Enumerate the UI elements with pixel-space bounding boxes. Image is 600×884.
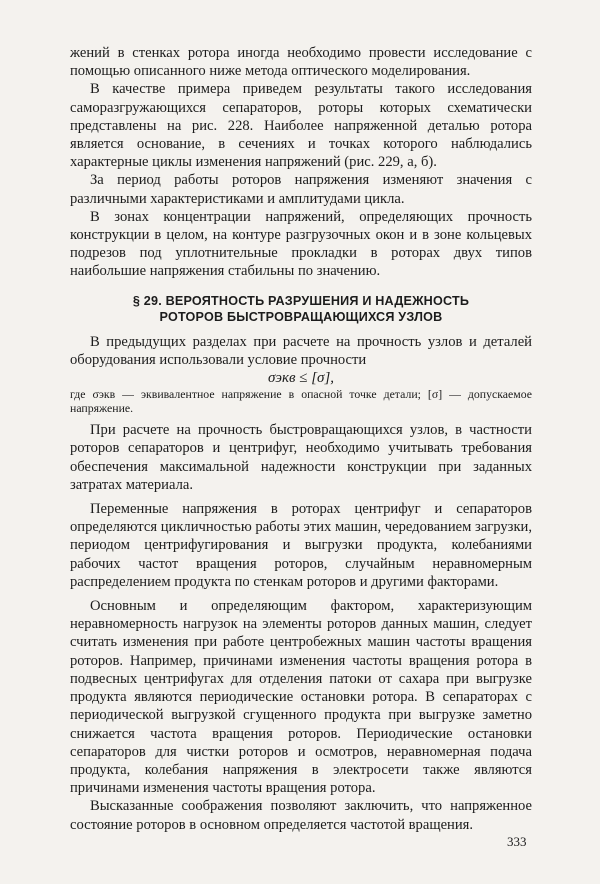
page-number: 333 — [507, 834, 527, 849]
strength-formula: σэкв ≤ [σ], — [267, 370, 335, 387]
section-heading — [70, 293, 532, 325]
paragraph: Основным и определяющим фактором, характеризующим неравномерность нагрузок на элементы роторов данных машин, следует считать изменения при работе центробежных машин частоты вращения роторов. Например, причинами изменения частоты вращения ротора в подвесных центрифугах для отделения патоки от сахара при выгрузке продукта являются периодические остановки ротора. В сепараторах с периодической выгрузкой сгущенного продукта при выгрузке заметно снижается частота вращения роторов. Периодические остановки сепараторов для чистки роторов и осмотров, неравномерная подача продукта, колебания напряжения в электросети также являются причинами изменения частоты вращения ротора. — [70, 598, 532, 797]
text-column — [70, 44, 532, 834]
paragraph: В качестве примера приведем результаты такого исследования саморазгружающихся сепараторов, роторы которых схематически представлены на рис. 228. Наиболее напряженной деталью ротора является основание, в сечениях и точках которого наблюдались характерные циклы изменения напряжений (рис. 229, а, б). — [70, 81, 532, 171]
section-heading-line1: § 29. ВЕРОЯТНОСТЬ РАЗРУШЕНИЯ И НАДЕЖНОСТЬ — [132, 293, 470, 308]
paragraph: жений в стенках ротора иногда необходимо провести исследование с помощью описанного ниже метода оптического моделирования. — [70, 45, 532, 80]
paragraph: При расчете на прочность быстровращающихся узлов, в частности роторов сепараторов и центрифуг, необходимо учитывать требования обеспечения максимальной надежности конструкции при заданных затратах материала. — [70, 422, 532, 493]
paragraph: В зонах концентрации напряжений, определяющих прочность конструкции в целом, на контуре разгрузочных окон и в зоне кольцевых подрезов под уплотнительные прокладки в роторах двух типов наибольшие напряжения стабильны по значению. — [70, 208, 532, 280]
paragraph: В предыдущих разделах при расчете на прочность узлов и деталей оборудования использовали условие прочности — [70, 333, 532, 368]
section-heading-line2: РОТОРОВ БЫСТРОВРАЩАЮЩИХСЯ УЗЛОВ — [159, 309, 443, 324]
paragraph: Высказанные соображения позволяют заключить, что напряженное состояние роторов в основном определяется частотой вращения. — [70, 798, 532, 833]
paragraph: Переменные напряжения в роторах центрифуг и сепараторов определяются цикличностью работы этих машин, чередованием загрузки, периодом центрифугирования и выгрузки продукта, колебаниями рабочих частот вращения роторов, случайным неравномерным распределением продукта по стенкам роторов и другими факторами. — [70, 501, 532, 590]
paragraph: За период работы роторов напряжения изменяют значения с различными характеристиками и амплитудами цикла. — [70, 172, 532, 207]
formula-note: где σэкв — эквивалентное напряжение в опасной точке детали; [σ] — допускаемое напряжение. — [70, 387, 532, 416]
